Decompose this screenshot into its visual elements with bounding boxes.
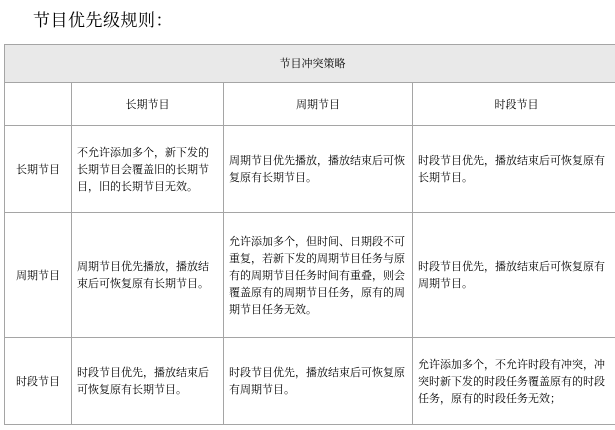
column-header-periodic: 周期节目 [224, 83, 413, 126]
cell-periodic-vs-long-term: 周期节目优先播放，播放结束后可恢复原有长期节目。 [72, 213, 224, 338]
table-title: 节目冲突策略 [5, 45, 615, 83]
cell-time-slot-vs-periodic: 时段节目优先，播放结束后可恢复原有周期节目。 [224, 338, 413, 425]
corner-cell [5, 83, 72, 126]
column-header-time-slot: 时段节目 [413, 83, 615, 126]
row-label-periodic: 周期节目 [5, 213, 72, 338]
table-row-time-slot [5, 338, 615, 425]
table-row-periodic [5, 213, 615, 338]
column-header-long-term: 长期节目 [72, 83, 224, 126]
row-label-time-slot: 时段节目 [5, 338, 72, 425]
cell-periodic-vs-periodic: 允许添加多个，但时间、日期段不可重复，若新下发的周期节目任务与原有的周期节目任务时间有重叠，则会覆盖原有的周期节目任务，原有的周期节目任务无效。 [224, 213, 413, 338]
table-title-row [5, 45, 615, 83]
row-label-long-term: 长期节目 [5, 126, 72, 213]
table-row-long-term [5, 126, 615, 213]
cell-periodic-vs-time-slot: 时段节目优先，播放结束后可恢复原有周期节目。 [413, 213, 615, 338]
cell-time-slot-vs-long-term: 时段节目优先，播放结束后可恢复原有长期节目。 [72, 338, 224, 425]
page-heading: 节目优先级规则： [33, 11, 173, 31]
table-header-row [5, 83, 615, 126]
conflict-policy-table [4, 44, 615, 425]
cell-long-term-vs-periodic: 周期节目优先播放，播放结束后可恢复原有长期节目。 [224, 126, 413, 213]
cell-long-term-vs-long-term: 不允许添加多个，新下发的长期节目会覆盖旧的长期节目，旧的长期节目无效。 [72, 126, 224, 213]
cell-time-slot-vs-time-slot: 允许添加多个，不允许时段有冲突，冲突时新下发的时段任务覆盖原有的时段任务，原有的时段任务无效； [413, 338, 615, 425]
cell-long-term-vs-time-slot: 时段节目优先，播放结束后可恢复原有长期节目。 [413, 126, 615, 213]
